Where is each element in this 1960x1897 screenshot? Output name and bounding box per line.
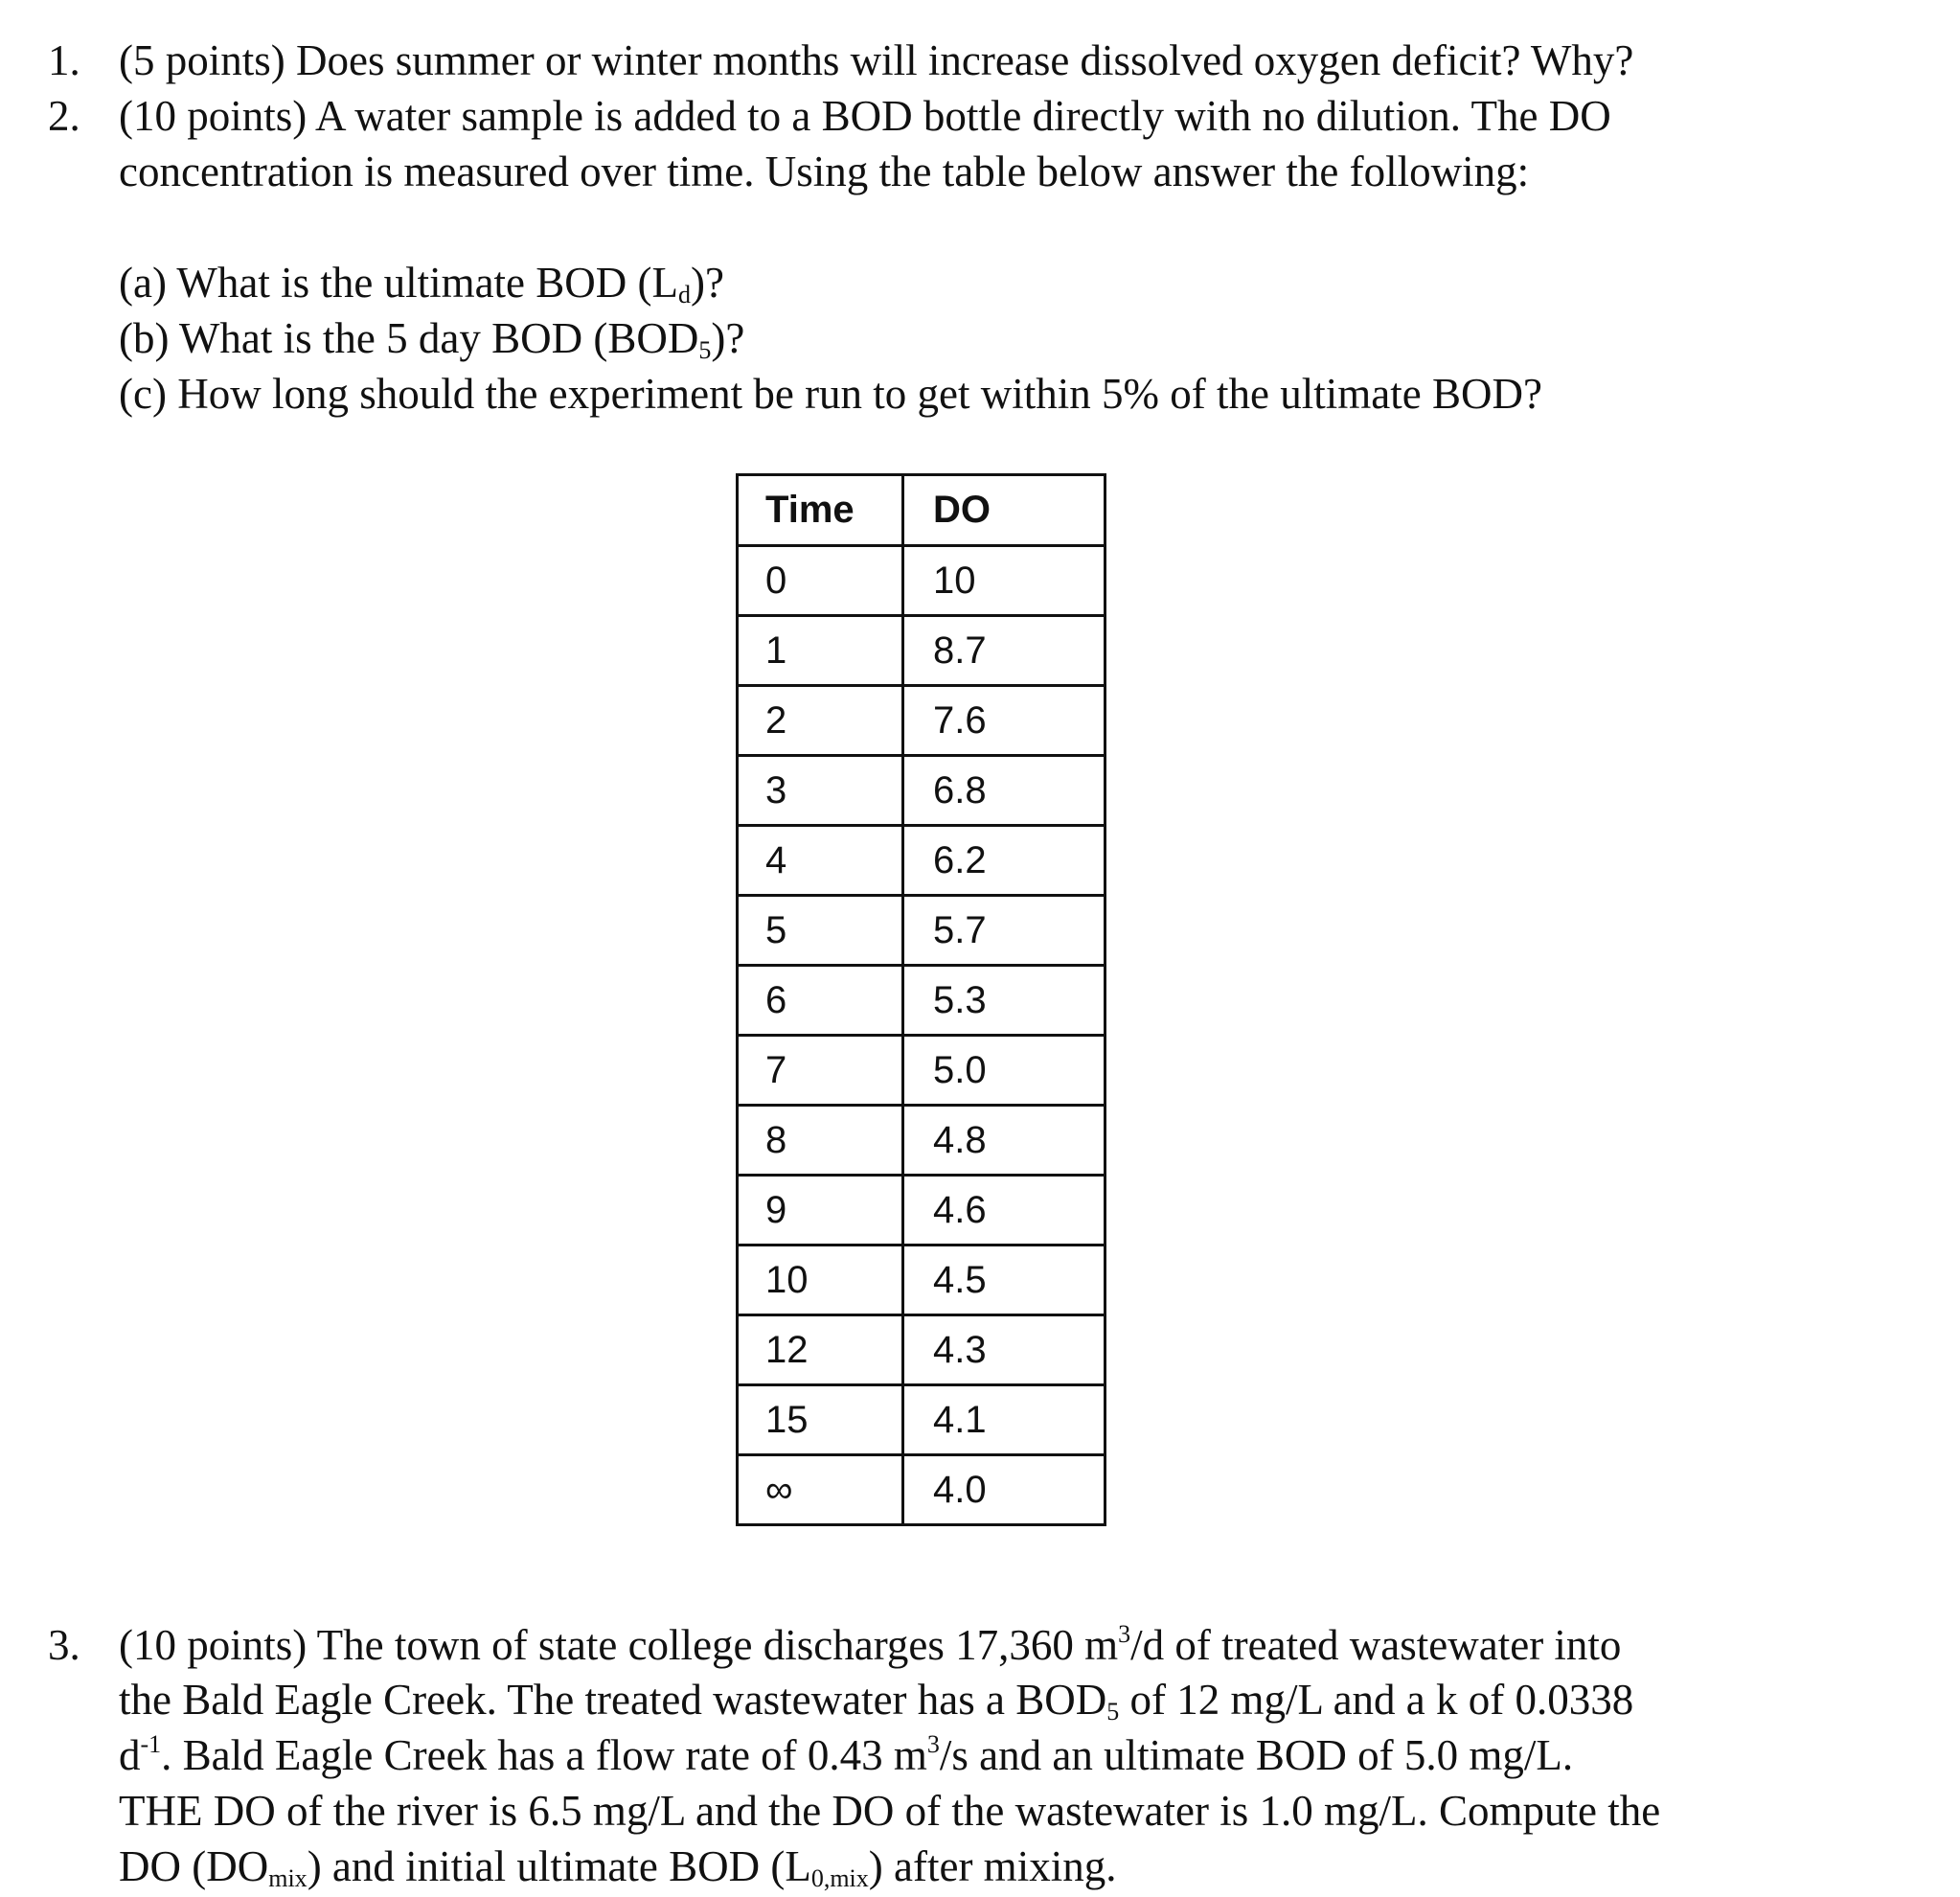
do-cell: 5.7 bbox=[903, 896, 1105, 966]
question-3-number: 3. bbox=[48, 1621, 80, 1669]
question-3-line-5-c: ) after mixing. bbox=[868, 1842, 1117, 1890]
table-row bbox=[738, 546, 1105, 616]
do-cell: 5.0 bbox=[903, 1036, 1105, 1106]
question-3-line-3-sup-2: 3 bbox=[926, 1730, 940, 1758]
time-cell: 5 bbox=[738, 896, 903, 966]
table-row bbox=[738, 1036, 1105, 1106]
time-cell: 6 bbox=[738, 966, 903, 1036]
question-3-line-3-c: /s and an ultimate BOD of 5.0 mg/L. bbox=[939, 1731, 1574, 1779]
do-cell: 4.6 bbox=[903, 1176, 1105, 1246]
time-cell: 2 bbox=[738, 686, 903, 756]
header-time: Time bbox=[738, 475, 903, 546]
question-3-line-1-sup: 3 bbox=[1118, 1620, 1131, 1648]
question-2-number: 2. bbox=[48, 92, 80, 140]
question-3-line-3-a: d bbox=[119, 1731, 141, 1779]
time-cell: 4 bbox=[738, 826, 903, 896]
time-cell: ∞ bbox=[738, 1455, 903, 1525]
question-3-line-3-sup: -1 bbox=[140, 1730, 162, 1758]
time-cell: 12 bbox=[738, 1315, 903, 1385]
do-cell: 5.3 bbox=[903, 966, 1105, 1036]
table-header-row bbox=[738, 475, 1105, 546]
time-cell: 8 bbox=[738, 1106, 903, 1176]
question-2c: (c) How long should the experiment be run to get within 5% of the ultimate BOD? bbox=[119, 370, 1542, 418]
do-cell: 10 bbox=[903, 546, 1105, 616]
question-2a-subscript: d bbox=[678, 281, 692, 309]
do-cell: 4.3 bbox=[903, 1315, 1105, 1385]
question-3-line-2-a: the Bald Eagle Creek. The treated wastewater has a BOD bbox=[119, 1676, 1107, 1724]
question-2-line-2: concentration is measured over time. Using the table below answer the following: bbox=[119, 148, 1530, 195]
question-3-line-2-b: of 12 mg/L and a k of 0.0338 bbox=[1119, 1676, 1634, 1724]
table-body bbox=[738, 546, 1105, 1525]
table-row bbox=[738, 1106, 1105, 1176]
question-3-line-1 bbox=[119, 1617, 1860, 1673]
do-cell: 6.8 bbox=[903, 756, 1105, 826]
question-2b bbox=[119, 310, 744, 366]
do-cell: 4.1 bbox=[903, 1385, 1105, 1455]
table-row bbox=[738, 756, 1105, 826]
question-2-line-1 bbox=[119, 88, 1860, 144]
time-cell: 1 bbox=[738, 616, 903, 686]
time-cell: 10 bbox=[738, 1246, 903, 1315]
question-2a-text: (a) What is the ultimate BOD (L bbox=[119, 259, 679, 307]
table-row bbox=[738, 1385, 1105, 1455]
question-1-text: (5 points) Does summer or winter months will increase dissolved oxygen deficit? Why? bbox=[119, 36, 1634, 84]
do-cell: 8.7 bbox=[903, 616, 1105, 686]
table-row bbox=[738, 1176, 1105, 1246]
do-cell: 6.2 bbox=[903, 826, 1105, 896]
question-3-line-3 bbox=[119, 1727, 1573, 1783]
question-3-line-5-sub: mix bbox=[268, 1864, 308, 1892]
question-2a bbox=[119, 255, 724, 310]
table-row bbox=[738, 1455, 1105, 1525]
table-row bbox=[738, 966, 1105, 1036]
table-row bbox=[738, 1315, 1105, 1385]
do-cell: 7.6 bbox=[903, 686, 1105, 756]
question-3-line-2-sub: 5 bbox=[1106, 1698, 1120, 1726]
table-row bbox=[738, 896, 1105, 966]
question-3-line-5-b: ) and initial ultimate BOD (L bbox=[307, 1842, 811, 1890]
question-3-line-1-b: /d of treated wastewater into bbox=[1130, 1621, 1622, 1669]
question-3-line-1-a: (10 points) The town of state college discharges 17,360 m bbox=[119, 1621, 1119, 1669]
do-cell: 4.8 bbox=[903, 1106, 1105, 1176]
question-2b-text: (b) What is the 5 day BOD (BOD bbox=[119, 314, 699, 362]
do-cell: 4.0 bbox=[903, 1455, 1105, 1525]
question-3-line-2 bbox=[119, 1672, 1633, 1727]
time-cell: 0 bbox=[738, 546, 903, 616]
question-3-line-5-a: DO (DO bbox=[119, 1842, 269, 1890]
question-3-line-3-b: . Bald Eagle Creek has a flow rate of 0.43 m bbox=[161, 1731, 927, 1779]
table-row bbox=[738, 686, 1105, 756]
question-3-line-5 bbox=[119, 1839, 1116, 1894]
question-2b-subscript: 5 bbox=[698, 336, 712, 364]
question-2a-end: )? bbox=[691, 259, 724, 307]
question-2-line-1-text: (10 points) A water sample is added to a BOD bottle directly with no dilution. The DO bbox=[119, 92, 1611, 140]
table-row bbox=[738, 826, 1105, 896]
time-cell: 3 bbox=[738, 756, 903, 826]
bod-data-table bbox=[736, 473, 1106, 1526]
do-cell: 4.5 bbox=[903, 1246, 1105, 1315]
table-row bbox=[738, 1246, 1105, 1315]
time-cell: 7 bbox=[738, 1036, 903, 1106]
question-3-line-5-sub-2: 0,mix bbox=[810, 1864, 869, 1892]
time-cell: 15 bbox=[738, 1385, 903, 1455]
time-cell: 9 bbox=[738, 1176, 903, 1246]
question-3-line-4: THE DO of the river is 6.5 mg/L and the DO of the wastewater is 1.0 mg/L. Compute the bbox=[119, 1787, 1661, 1835]
header-do: DO bbox=[903, 475, 1105, 546]
table-row bbox=[738, 616, 1105, 686]
question-2b-end: )? bbox=[711, 314, 745, 362]
question-1-number: 1. bbox=[48, 36, 80, 84]
